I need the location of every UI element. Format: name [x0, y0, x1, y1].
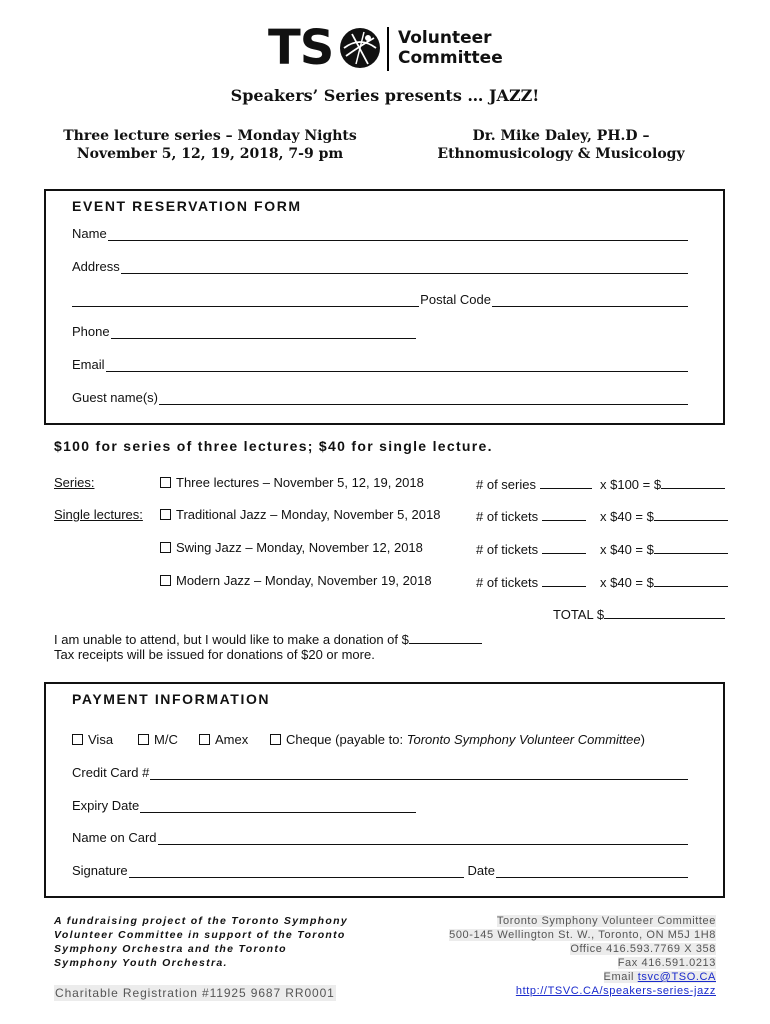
option-traditional-jazz[interactable] [160, 507, 440, 522]
signature-line[interactable] [129, 864, 464, 878]
option-label: Swing Jazz – Monday, November 12, 2018 [176, 540, 423, 555]
reservation-form-title: EVENT RESERVATION FORM [72, 198, 302, 214]
address-line2-field[interactable] [72, 291, 688, 307]
donation-line [54, 630, 482, 647]
price-label: x $100 = $ [600, 477, 662, 492]
name-line[interactable] [108, 227, 688, 241]
credit-card-label: Credit Card # [72, 765, 150, 780]
count-line[interactable] [542, 573, 586, 587]
speaker-info-line1: Dr. Mike Daley, PH.D – [472, 128, 650, 144]
count-label: # of tickets [476, 542, 539, 557]
guest-names-field[interactable] [72, 389, 688, 405]
postal-code-line[interactable] [492, 293, 688, 307]
payment-amex[interactable] [199, 732, 248, 747]
website-link[interactable]: http://TSVC.CA/speakers-series-jazz [515, 985, 716, 997]
option-label: Three lectures – November 5, 12, 19, 2018 [176, 475, 424, 490]
visa-label: Visa [88, 732, 114, 747]
logo-divider [387, 27, 389, 71]
count-line[interactable] [542, 540, 586, 554]
address-line[interactable] [121, 260, 688, 274]
name-field[interactable] [72, 225, 688, 241]
count-label: # of tickets [476, 509, 539, 524]
series-info [40, 127, 380, 163]
cheque-note-close: ) [640, 732, 645, 747]
cheque-label: Cheque [286, 732, 332, 747]
series-info-line1: Three lecture series – Monday Nights [63, 128, 357, 144]
checkbox-icon[interactable] [160, 509, 171, 520]
payment-mc[interactable] [138, 732, 178, 747]
logo-word-committee: Committee [398, 48, 503, 68]
option-label: Traditional Jazz – Monday, November 5, 2018 [176, 507, 441, 522]
fax-number: Fax 416.591.0213 [617, 957, 716, 969]
count-line[interactable] [542, 507, 586, 521]
expiry-field[interactable] [72, 797, 416, 813]
series-price [600, 475, 725, 492]
logo-letters: TS [268, 20, 334, 76]
office-phone: Office 416.593.7769 X 358 [570, 943, 716, 955]
total-label: TOTAL $ [553, 607, 605, 622]
credit-card-line[interactable] [150, 766, 688, 780]
fundraising-line2: Volunteer Committee in support of the Toronto [54, 929, 346, 941]
fundraising-line3: Symphony Orchestra and the Toronto [54, 943, 287, 955]
address-line2[interactable] [72, 293, 419, 307]
price-label: x $40 = $ [600, 542, 654, 557]
fundraising-line4: Symphony Youth Orchestra. [54, 957, 228, 969]
page-title: Speakers’ Series presents … JAZZ! [230, 86, 540, 105]
charitable-registration: Charitable Registration #11925 9687 RR0001 [55, 986, 335, 1000]
amount-line[interactable] [654, 540, 728, 554]
total-line[interactable] [604, 605, 725, 619]
fundraising-line1: A fundraising project of the Toronto Symphony [54, 915, 348, 927]
single-lectures-label: Single lectures: [54, 507, 143, 522]
amount-line[interactable] [661, 475, 725, 489]
address-label: Address [72, 259, 120, 274]
count-label: # of series [476, 477, 536, 492]
address-field[interactable] [72, 258, 688, 274]
amount-line[interactable] [654, 573, 728, 587]
speaker-info-line2: Ethnomusicology & Musicology [437, 146, 685, 162]
amount-line[interactable] [654, 507, 728, 521]
name-on-card-field[interactable] [72, 829, 688, 845]
price-label: x $40 = $ [600, 509, 654, 524]
expiry-line[interactable] [140, 799, 416, 813]
org-name: Toronto Symphony Volunteer Committee [496, 915, 716, 927]
traditional-price [600, 507, 728, 524]
swing-count [476, 540, 586, 557]
amex-label: Amex [215, 732, 249, 747]
name-on-card-line[interactable] [158, 831, 688, 845]
music-note-globe-icon [338, 26, 382, 70]
email-link[interactable]: tsvc@TSO.CA [637, 971, 716, 983]
swing-price [600, 540, 728, 557]
cheque-note-open: (payable to: [335, 732, 407, 747]
checkbox-icon[interactable] [160, 575, 171, 586]
modern-price [600, 573, 728, 590]
option-modern-jazz[interactable] [160, 573, 432, 588]
expiry-label: Expiry Date [72, 798, 140, 813]
date-label: Date [467, 863, 495, 878]
checkbox-icon[interactable] [160, 542, 171, 553]
phone-line[interactable] [111, 325, 416, 339]
total-field [553, 605, 725, 622]
option-swing-jazz[interactable] [160, 540, 423, 555]
phone-label: Phone [72, 324, 110, 339]
series-info-line2: November 5, 12, 19, 2018, 7-9 pm [76, 146, 344, 162]
payment-form-title: PAYMENT INFORMATION [72, 691, 271, 707]
fundraising-note [54, 914, 348, 970]
traditional-count [476, 507, 586, 524]
payment-cheque[interactable] [270, 732, 645, 747]
pricing-heading: $100 for series of three lectures; $40 for single lecture. [54, 438, 493, 454]
count-line[interactable] [540, 475, 592, 489]
org-address: 500-145 Wellington St. W., Toronto, ON M5J 1H8 [449, 929, 716, 941]
email-label: Email [72, 357, 105, 372]
tax-receipt-note: Tax receipts will be issued for donations of $20 or more. [54, 647, 375, 662]
series-label: Series: [54, 475, 95, 490]
series-count [476, 475, 592, 492]
donation-text: I am unable to attend, but I would like to make a donation of $ [54, 632, 409, 647]
logo-wordmark [398, 28, 503, 68]
email-line[interactable] [106, 358, 688, 372]
payment-visa[interactable] [72, 732, 113, 747]
phone-field[interactable] [72, 323, 416, 339]
name-on-card-label: Name on Card [72, 830, 157, 845]
count-label: # of tickets [476, 575, 539, 590]
credit-card-field[interactable] [72, 764, 688, 780]
checkbox-icon[interactable] [160, 477, 171, 488]
cheque-payee: Toronto Symphony Volunteer Committee [406, 732, 641, 747]
signature-field[interactable] [72, 862, 688, 878]
option-three-lectures[interactable] [160, 475, 424, 490]
contact-info [380, 914, 716, 998]
checkbox-icon[interactable] [199, 734, 210, 745]
logo-word-volunteer: Volunteer [398, 28, 492, 48]
price-label: x $40 = $ [600, 575, 654, 590]
guest-names-line[interactable] [159, 391, 688, 405]
date-line[interactable] [496, 864, 688, 878]
email-label: Email [603, 971, 638, 983]
modern-count [476, 573, 586, 590]
option-label: Modern Jazz – Monday, November 19, 2018 [176, 573, 432, 588]
mc-label: M/C [154, 732, 178, 747]
donation-amount-line[interactable] [409, 630, 482, 644]
checkbox-icon[interactable] [138, 734, 149, 745]
guest-names-label: Guest name(s) [72, 390, 158, 405]
checkbox-icon[interactable] [270, 734, 281, 745]
speaker-info [420, 127, 702, 163]
checkbox-icon[interactable] [72, 734, 83, 745]
name-label: Name [72, 226, 107, 241]
postal-code-label: Postal Code [420, 292, 491, 307]
signature-label: Signature [72, 863, 128, 878]
email-field[interactable] [72, 356, 688, 372]
